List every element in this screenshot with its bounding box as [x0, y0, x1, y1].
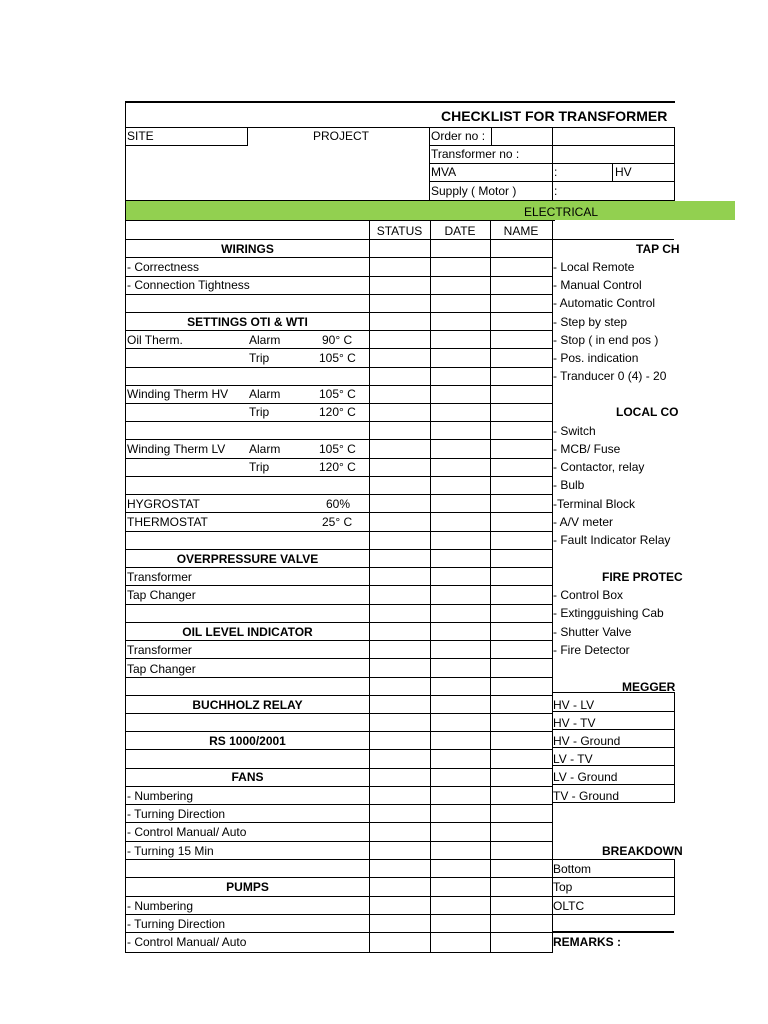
setting-name: Oil Therm.	[127, 333, 183, 347]
settings-heading: SETTINGS OTI & WTI	[187, 315, 308, 329]
grid-row-line	[125, 512, 553, 513]
setting-value: 120° C	[319, 405, 356, 419]
grid-row-line	[125, 932, 553, 933]
grid-row-line	[125, 276, 553, 277]
transformer-no-label: Transformer no :	[431, 147, 520, 161]
local-control-item: - MCB/ Fuse	[553, 442, 621, 456]
tap-changer-item: - Step by step	[553, 315, 628, 329]
status-column-header: STATUS	[376, 224, 423, 238]
wirings-item: - Correctness	[127, 260, 200, 274]
mva-label: MVA	[431, 165, 457, 179]
right-edge-line	[674, 859, 675, 915]
grid-row-line	[125, 841, 553, 842]
wirings-heading: WIRINGS	[221, 242, 274, 256]
tap-changer-item: - Pos. indication	[553, 351, 639, 365]
fire-protection-item: - Fire Detector	[553, 643, 630, 657]
grid-row-line	[125, 567, 553, 568]
setting-name: Winding Therm LV	[127, 442, 226, 456]
grid-row-line	[125, 658, 553, 659]
order-no-label: Order no :	[431, 129, 486, 143]
pumps-item: - Numbering	[127, 899, 194, 913]
megger-item: LV - TV	[553, 752, 593, 766]
setting-value: 90° C	[322, 333, 353, 347]
grid-row-line	[125, 677, 553, 678]
fans-heading: FANS	[231, 770, 264, 784]
thermostat-label: THERMOSTAT	[127, 515, 208, 529]
hv-label: HV	[615, 165, 632, 179]
name-column-header: NAME	[503, 224, 539, 238]
tap-changer-item: - Stop ( in end pos )	[553, 333, 659, 347]
setting-value: 120° C	[319, 460, 356, 474]
fans-item: - Turning 15 Min	[127, 844, 214, 858]
setting-type: Alarm	[249, 442, 281, 456]
grid-row-line	[125, 695, 553, 696]
supply-colon: :	[554, 184, 558, 198]
hygrostat-label: HYGROSTAT	[127, 497, 200, 511]
right-row-line	[552, 877, 674, 878]
setting-value: 105° C	[319, 387, 356, 401]
grid-row-line	[125, 822, 553, 823]
grid-row-line	[125, 749, 553, 750]
fans-item: - Control Manual/ Auto	[127, 825, 247, 839]
megger-heading: MEGGER	[622, 680, 676, 694]
grid-row-line	[125, 294, 553, 295]
fire-protection-item: - Control Box	[553, 588, 624, 602]
local-control-item: - Fault Indicator Relay	[553, 533, 671, 547]
setting-type: Alarm	[249, 333, 281, 347]
supply-label: Supply ( Motor )	[431, 184, 517, 198]
fans-item: - Numbering	[127, 789, 194, 803]
grid-row-line	[125, 768, 553, 769]
date-column-header: DATE	[444, 224, 476, 238]
grid-row-line	[125, 330, 553, 331]
buchholz-model: RS 1000/2001	[209, 734, 286, 748]
grid-row-line	[125, 439, 553, 440]
grid-row-line	[125, 403, 553, 404]
tap-changer-item: - Local Remote	[553, 260, 635, 274]
oil-level-item: Transformer	[127, 643, 192, 657]
local-control-item: - Switch	[553, 424, 596, 438]
grid-row-line	[125, 914, 553, 915]
right-row-line	[552, 914, 674, 915]
remarks-top-line	[552, 931, 674, 933]
tap-changer-item: - Automatic Control	[553, 296, 656, 310]
setting-name: Winding Therm HV	[127, 387, 229, 401]
fire-protection-item: - Shutter Valve	[553, 625, 632, 639]
megger-item: HV - TV	[553, 716, 596, 730]
grid-row-line	[125, 622, 553, 623]
megger-item: TV - Ground	[553, 789, 620, 803]
grid-row-line	[125, 494, 553, 495]
grid-row-line	[125, 877, 553, 878]
breakdown-item: Bottom	[553, 862, 592, 876]
wirings-item: - Connection Tightness	[127, 278, 250, 292]
grid-row-line	[125, 458, 553, 459]
grid-row-line	[125, 585, 553, 586]
grid-row-line	[125, 731, 553, 732]
oil-level-heading: OIL LEVEL INDICATOR	[182, 625, 313, 639]
setting-type: Alarm	[249, 387, 281, 401]
tap-changer-item: - Manual Control	[553, 278, 642, 292]
electrical-heading: ELECTRICAL	[524, 205, 599, 219]
local-control-heading: LOCAL CO	[616, 405, 679, 419]
grid-row-line	[125, 367, 553, 368]
grid-row-line	[125, 896, 553, 897]
breakdown-heading: BREAKDOWN	[602, 844, 683, 858]
grid-row-line	[125, 257, 553, 258]
mva-colon: :	[554, 165, 558, 179]
right-edge-line	[674, 692, 675, 803]
site-label: SITE	[127, 129, 154, 143]
pumps-heading: PUMPS	[226, 880, 269, 894]
pumps-item: - Control Manual/ Auto	[127, 935, 247, 949]
fire-protection-heading: FIRE PROTEC	[602, 570, 683, 584]
grid-row-line	[125, 640, 553, 641]
overpressure-item: Tap Changer	[127, 588, 196, 602]
setting-value: 105° C	[319, 442, 356, 456]
overpressure-heading: OVERPRESSURE VALVE	[176, 552, 319, 566]
project-label: PROJECT	[313, 129, 370, 143]
pumps-item: - Turning Direction	[127, 917, 226, 931]
grid-row-line	[125, 531, 553, 532]
page-title: CHECKLIST FOR TRANSFORMER	[441, 108, 668, 124]
grid-row-line	[125, 952, 553, 953]
breakdown-item: OLTC	[553, 899, 585, 913]
right-row-line	[552, 239, 674, 240]
fire-protection-item: - Extingguishing Cab	[553, 606, 664, 620]
local-control-item: - A/V meter	[553, 515, 614, 529]
oil-level-item: Tap Changer	[127, 662, 196, 676]
grid-row-line	[125, 549, 553, 550]
megger-item: HV - Ground	[553, 734, 621, 748]
local-control-item: - Contactor, relay	[553, 460, 645, 474]
grid-row-line	[125, 385, 553, 386]
setting-type: Trip	[249, 460, 270, 474]
grid-row-line	[125, 476, 553, 477]
thermostat-value: 25° C	[322, 515, 353, 529]
fans-item: - Turning Direction	[127, 807, 226, 821]
buchholz-heading: BUCHHOLZ RELAY	[192, 698, 303, 712]
hygrostat-value: 60%	[326, 497, 351, 511]
grid-row-line	[125, 421, 553, 422]
grid-row-line	[125, 713, 553, 714]
right-row-line	[552, 896, 674, 897]
megger-item: HV - LV	[553, 698, 595, 712]
grid-row-line	[125, 786, 553, 787]
setting-type: Trip	[249, 351, 270, 365]
setting-type: Trip	[249, 405, 270, 419]
local-control-item: - Bulb	[553, 478, 585, 492]
grid-row-line	[125, 239, 553, 240]
grid-row-line	[125, 348, 553, 349]
megger-item: LV - Ground	[553, 770, 618, 784]
breakdown-item: Top	[553, 880, 573, 894]
remarks-label: REMARKS :	[553, 935, 621, 949]
setting-value: 105° C	[319, 351, 356, 365]
right-row-line	[552, 784, 674, 785]
grid-row-line	[125, 859, 553, 860]
tap-changer-item: - Tranducer 0 (4) - 20	[553, 369, 667, 383]
local-control-item: -Terminal Block	[553, 497, 636, 511]
tap-changer-heading: TAP CH	[636, 242, 680, 256]
overpressure-item: Transformer	[127, 570, 192, 584]
grid-row-line	[125, 312, 553, 313]
grid-row-line	[125, 604, 553, 605]
electrical-section-bar	[126, 201, 735, 220]
right-row-line	[552, 859, 674, 860]
grid-row-line	[125, 804, 553, 805]
